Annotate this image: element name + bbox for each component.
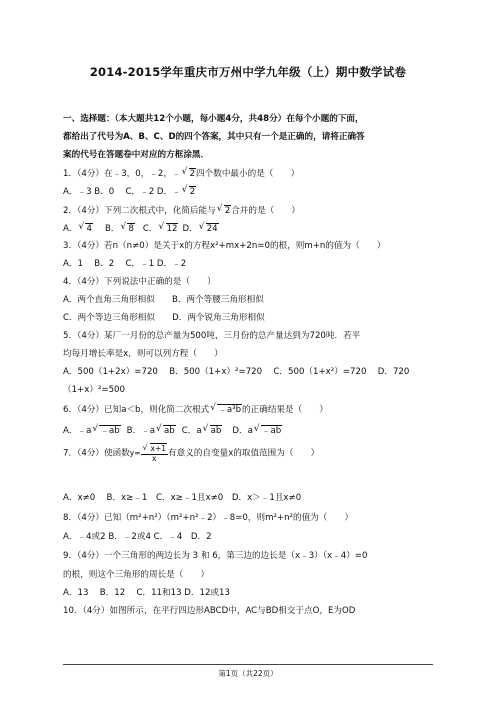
radical-sign-icon: √	[202, 424, 209, 434]
question-9-options: A．13 B．12 C．11和13 D．12或13	[63, 588, 230, 598]
radical-sign-icon: √	[120, 222, 127, 232]
footer-divider	[63, 664, 433, 665]
radicand: 24	[206, 224, 218, 234]
option-b-label: B．	[104, 224, 120, 234]
question-1-stem-tail: 四个数中最小的是（ ）	[196, 169, 300, 179]
page-title: 2014-2015学年重庆市万州中学九年级（上）期中数学试卷	[89, 65, 407, 79]
radical-sign-icon: √	[198, 222, 205, 232]
radicand: 2	[224, 206, 231, 216]
question-6-options	[63, 425, 282, 437]
question-8-stem: 8．（4分）已知（m²+n²）（m²+n²﹣2）﹣8=0，则m²+n²的值为（ ）	[63, 513, 354, 523]
radicand: ﹣ab	[100, 426, 120, 436]
question-5-options-1: A．500（1+2x）=720 B．500（1+x）²=720 C．500（1+x²）=720 D．720	[63, 367, 410, 377]
radical-sign-icon: √	[142, 443, 148, 452]
radical-sign-icon: √	[210, 403, 217, 413]
question-9-stem-2: 的根，则这个三角形的周长是（ ）	[63, 570, 210, 580]
radicand: 2	[189, 169, 196, 179]
question-5-stem-2: 均每月增长率是x，则可以列方程（ ）	[63, 349, 223, 359]
option-a-label: A．	[63, 224, 78, 234]
section-intro-line-1	[63, 114, 364, 125]
question-2-options	[63, 223, 219, 235]
option-b-label: B．﹣a	[126, 426, 156, 436]
sqrt-expression	[120, 223, 134, 235]
sqrt-expression	[182, 186, 196, 198]
section-intro-line-3: 案的代号在答题卷中对应的方框涂黑．	[63, 150, 210, 160]
question-2-stem	[63, 205, 300, 217]
question-8-options: A．﹣4或2 B．﹣2或4 C．﹣4 D．2	[63, 532, 212, 542]
function-fraction	[141, 443, 169, 463]
section-heading: 一、选择题：	[63, 114, 115, 124]
question-7-stem	[63, 443, 319, 463]
question-7-options: A．x≠0 B．x≥﹣1 C．x≥﹣1且x≠0 D．x＞﹣1且x≠0	[63, 493, 302, 503]
question-5-stem-1: 5．（4分）某厂一月份的总产量为500吨，三月份的总产量达到为720吨．若平	[63, 331, 361, 341]
radicand: ﹣a³b	[218, 405, 242, 415]
sqrt-expression	[254, 425, 282, 437]
option-c-label: C．a	[181, 426, 202, 436]
radical-sign-icon: √	[158, 222, 165, 232]
question-1-stem	[63, 168, 299, 180]
option-d-label: D．a	[232, 426, 253, 436]
radicand: 8	[128, 224, 134, 234]
fraction-denominator: x	[152, 454, 157, 463]
question-3-stem: 3．（4分）若n（n≠0）是关于x的方程x²+mx+2n=0的根，则m+n的值为（ ）	[63, 241, 386, 251]
question-2-stem-tail: 合并的是（ ）	[231, 206, 300, 216]
question-9-stem-1: 9．（4分）一个三角形的两边长为 3 和 6，第三边的边长是（x﹣3）（x﹣4）=0	[63, 551, 368, 561]
question-7-stem-tail: 有意义的自变量x的取值范围为（ ）	[168, 448, 320, 459]
radical-sign-icon: √	[92, 424, 99, 434]
question-10-stem: 10．（4分）如图所示，在平行四边形ABCD中，AC与BD相交于点O，E为OD	[63, 606, 356, 616]
sqrt-expression	[217, 205, 231, 217]
question-6-stem-tail: 的正确结果是（ ）	[242, 405, 328, 415]
radical-sign-icon: √	[216, 204, 223, 214]
sqrt-expression	[210, 404, 242, 416]
radicand: 2	[189, 187, 196, 197]
question-4-options-2: C．两个等边三角形相似 D．两个锐角三角形相似	[63, 313, 265, 323]
radicand: 12	[166, 224, 178, 234]
radicand: ﹣ab	[261, 426, 282, 436]
question-4-options-1: A．两个直角三角形相似 B．两个等腰三角形相似	[63, 295, 264, 305]
question-3-options: A．1 B．2 C．﹣1 D．﹣2	[63, 259, 187, 269]
question-1-stem-text: 1．（4分）在﹣3，0，﹣2，﹣	[63, 169, 181, 179]
sqrt-expression	[78, 223, 92, 235]
radical-sign-icon: √	[181, 167, 188, 177]
fraction-numerator	[141, 443, 169, 455]
radical-sign-icon: √	[78, 222, 85, 232]
radical-sign-icon: √	[181, 185, 188, 195]
radicand: ab	[210, 426, 222, 436]
question-6-stem	[63, 404, 328, 416]
radicand: 4	[86, 224, 92, 234]
sqrt-expression	[182, 168, 196, 180]
radicand: ab	[164, 426, 175, 436]
option-c-label: C．	[142, 224, 158, 234]
function-y-label: y=	[129, 448, 141, 458]
radical-sign-icon: √	[253, 424, 260, 434]
question-1-options-text: A．﹣3 B．0 C．﹣2 D．﹣	[63, 187, 181, 197]
radical-sign-icon: √	[156, 424, 162, 434]
sqrt-expression	[156, 425, 176, 437]
question-6-stem-text: 6．（4分）已知a＜b，则化简二次根式	[63, 405, 210, 415]
sqrt-expression	[92, 425, 120, 437]
sqrt-expression	[199, 223, 219, 235]
question-4-stem: 4．（4分）下列说法中正确的是（ ）	[63, 277, 216, 287]
sqrt-expression	[203, 425, 223, 437]
question-7-stem-text: 7．（4分）使函数	[63, 448, 130, 459]
sqrt-expression	[143, 443, 168, 454]
radicand: x+1	[150, 444, 167, 453]
section-intro-text-1: （本大题共12个小题，每小题4分，共48分）在每个小题的下面，	[114, 114, 364, 124]
option-a-label: A．﹣a	[63, 426, 92, 436]
section-intro-line-2: 都给出了代号为A、B、C、D的四个答案，其中只有一个是正确的，请将正确答	[63, 132, 365, 142]
page-number-footer: 第1页（共22页）	[218, 669, 278, 678]
question-2-stem-text: 2．（4分）下列二次根式中，化简后能与	[63, 206, 216, 216]
question-1-options	[63, 186, 196, 198]
option-d-label: D．	[182, 224, 198, 234]
sqrt-expression	[159, 223, 179, 235]
question-5-options-2: （1+x）²=500	[63, 385, 125, 395]
